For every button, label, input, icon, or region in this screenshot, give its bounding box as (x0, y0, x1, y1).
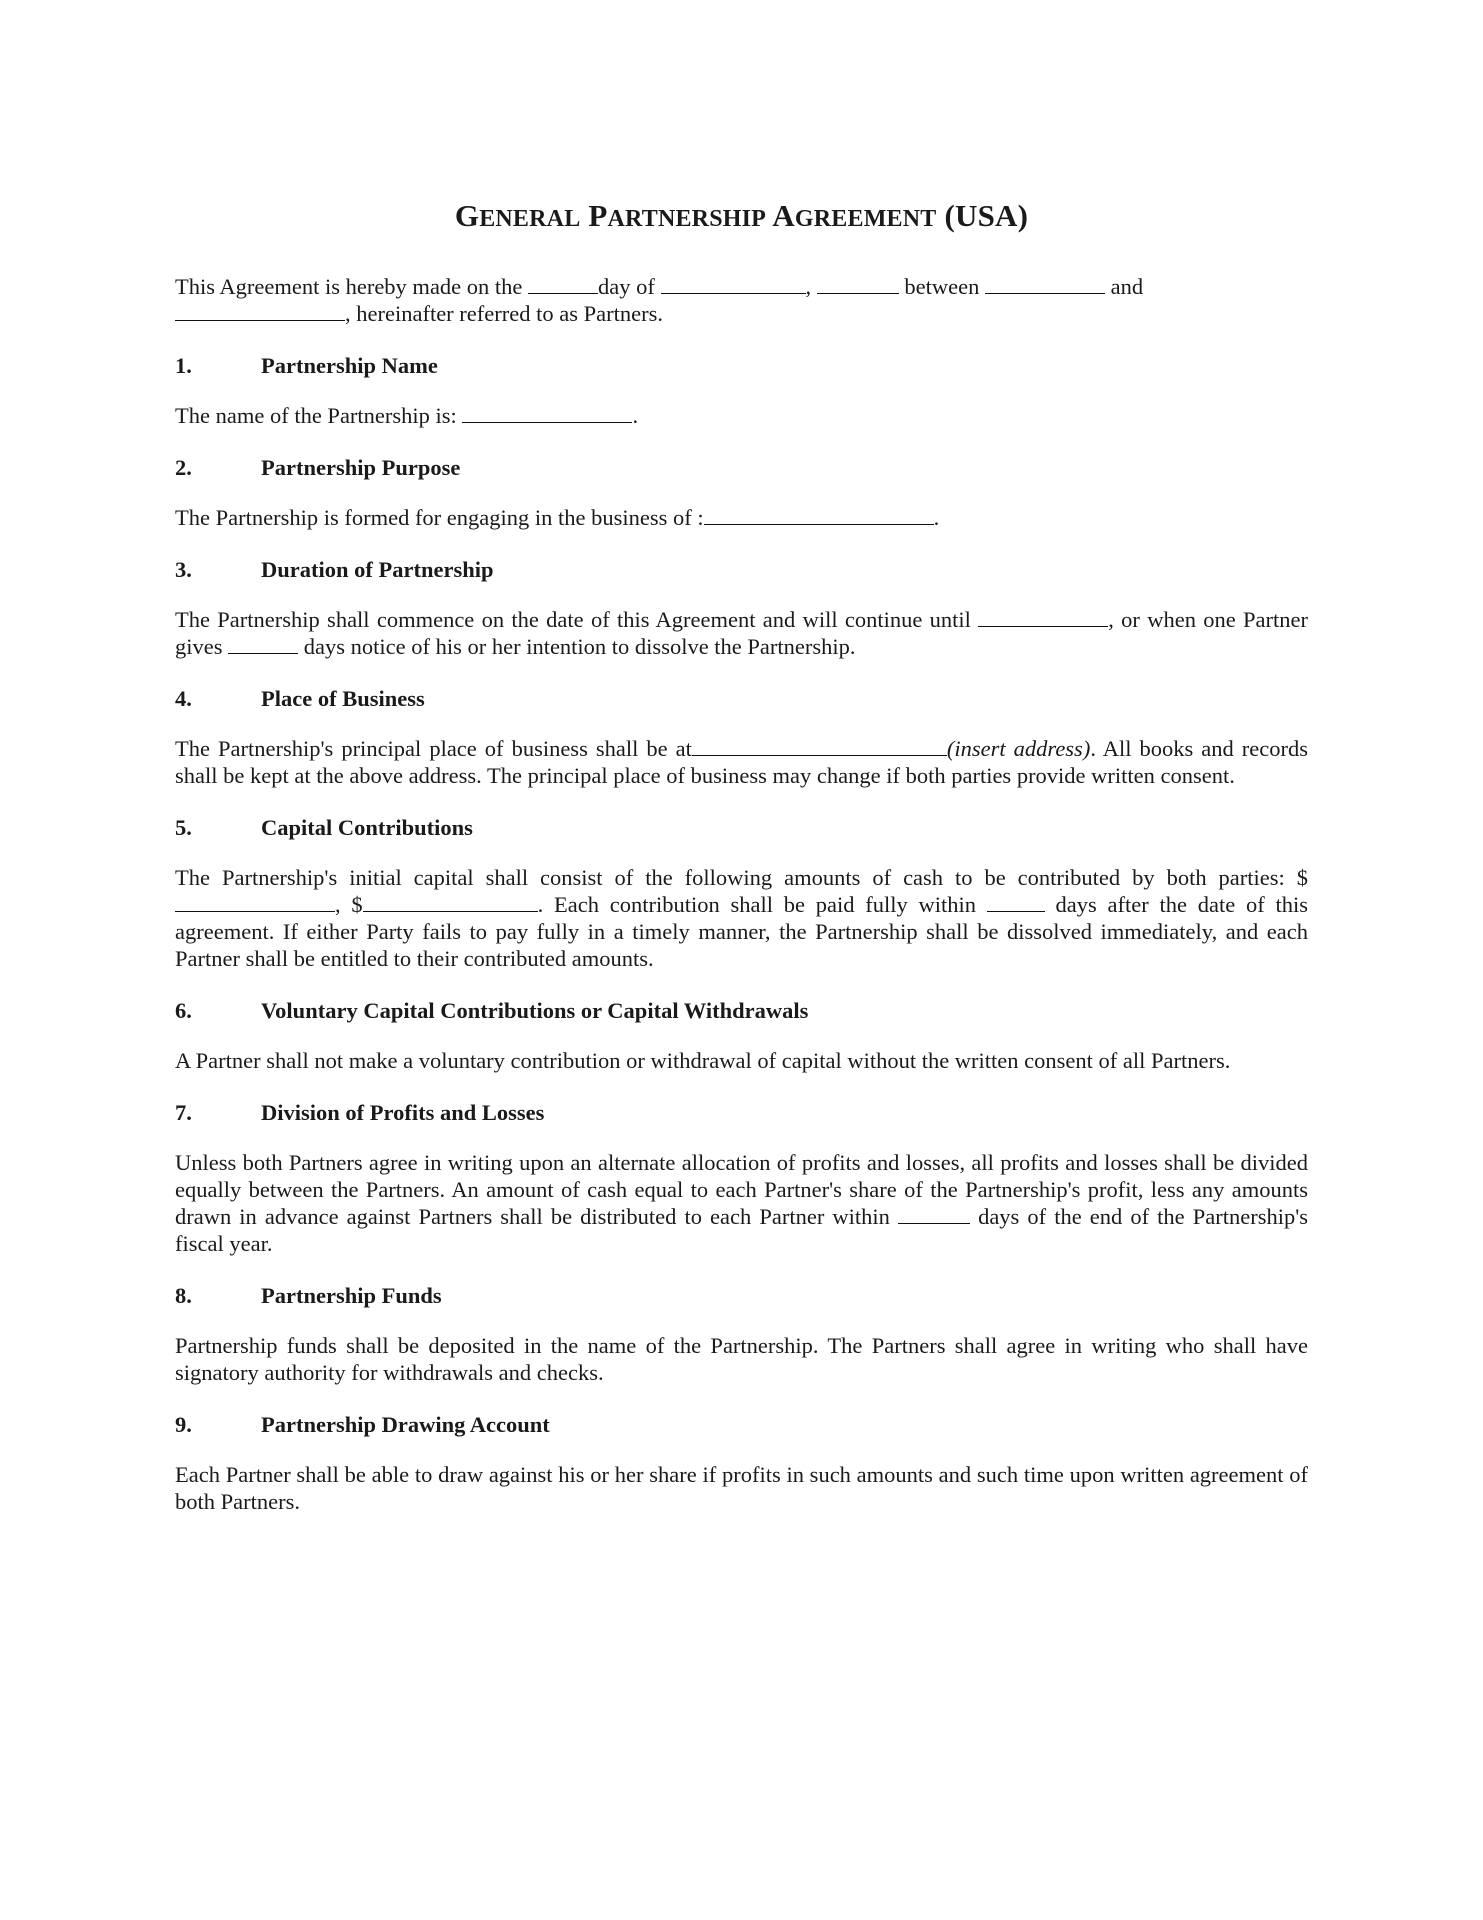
body-text: A Partner shall not make a voluntary contribution or withdrawal of capital without the written consent of all Partners. (175, 1048, 1231, 1073)
section-number: 5. (175, 815, 192, 840)
body-text: . All books and records shall be kept at the above address. The principal place of business may change if both parties provide written consent. (175, 736, 1309, 788)
section-title: Partnership Purpose (261, 455, 461, 480)
section-number: 2. (175, 455, 192, 480)
body-text: The Partnership shall commence on the date of this Agreement and will continue until (175, 607, 971, 632)
document-title (175, 198, 1308, 237)
section-title: Partnership Drawing Account (261, 1412, 550, 1437)
body-text: days notice of his or her intention to dissolve the Partnership. (303, 634, 856, 659)
body-text: days of the end of the Partnership's fiscal year. (175, 1204, 1309, 1256)
body-text: days after the date of this agreement. If either Party fails to pay fully in a timely manner, the Partnership shall be dissolved immediately, and each Partner shall be entitled to their contributed amounts. (175, 892, 1309, 971)
distribution-days-blank[interactable] (898, 1203, 970, 1224)
intro-paragraph (175, 273, 1308, 327)
partner-2-blank[interactable] (175, 300, 345, 321)
section-title: Place of Business (261, 686, 425, 711)
section-title: Partnership Funds (261, 1283, 442, 1308)
title-suffix: (USA) (944, 198, 1029, 233)
intro-text: This Agreement is hereby made on the (175, 274, 523, 299)
body-text: Unless both Partners agree in writing upon an alternate allocation of profits and losses, all profits and losses shall be divided equally between the Partners. An amount of cash equal to each Partner's share of the Partnership's profit, less any amounts drawn in advance against Partners shall be distributed to each Partner within (175, 1150, 1308, 1229)
title-word-1-rest: ENERAL (479, 206, 581, 232)
notice-days-blank[interactable] (228, 633, 298, 654)
section-title: Voluntary Capital Contributions or Capital Withdrawals (261, 998, 809, 1023)
section-6-heading (175, 997, 1308, 1024)
body-text: , $ (335, 892, 363, 917)
business-purpose-blank[interactable] (704, 504, 934, 525)
title-word-2-rest: ARTNERSHIP (607, 206, 767, 232)
contribution-2-blank[interactable] (363, 891, 538, 912)
section-title: Division of Profits and Losses (261, 1100, 545, 1125)
payment-days-blank[interactable] (987, 891, 1045, 912)
body-text: The name of the Partnership is: (175, 403, 457, 428)
intro-text: , hereinafter referred to as Partners. (345, 301, 663, 326)
partnership-name-blank[interactable] (462, 402, 632, 423)
section-7-heading (175, 1099, 1308, 1126)
intro-text: , (805, 274, 812, 299)
section-8-heading (175, 1282, 1308, 1309)
section-number: 9. (175, 1412, 192, 1437)
section-number: 7. (175, 1100, 192, 1125)
body-text: , or (1108, 607, 1140, 632)
intro-text: day of (598, 274, 655, 299)
partner-1-blank[interactable] (985, 273, 1105, 294)
body-text: Partnership funds shall be deposited in the name of the Partnership. The Partners shall agree in writing who shall have signatory authority for withdrawals and checks. (175, 1333, 1308, 1385)
section-1-body (175, 402, 1308, 429)
section-9-body (175, 1461, 1308, 1515)
section-6-body (175, 1047, 1308, 1074)
day-blank[interactable] (528, 273, 598, 294)
section-9-heading (175, 1411, 1308, 1438)
section-8-body (175, 1332, 1308, 1386)
section-4-heading (175, 685, 1308, 712)
title-word-1-initial: G (454, 198, 480, 233)
month-blank[interactable] (661, 273, 806, 294)
body-text: when one Partner gives (175, 607, 1309, 659)
insert-address-hint: (insert address) (946, 736, 1091, 761)
body-text: Each Partner shall be able to draw against his or her share if profits in such amounts and such time upon written agreement of both Partners. (175, 1462, 1308, 1514)
intro-text: and (1110, 274, 1144, 299)
section-title: Duration of Partnership (261, 557, 494, 582)
section-2-body (175, 504, 1308, 531)
body-text: . (933, 505, 940, 530)
year-blank[interactable] (817, 273, 899, 294)
body-text: . (632, 403, 639, 428)
title-word-3-rest: GREEMENT (794, 206, 937, 232)
section-number: 1. (175, 353, 192, 378)
body-text: The Partnership is formed for engaging in the business of : (175, 505, 704, 530)
contribution-1-blank[interactable] (175, 891, 335, 912)
section-number: 8. (175, 1283, 192, 1308)
section-2-heading (175, 454, 1308, 481)
section-3-heading (175, 556, 1308, 583)
section-1-heading (175, 352, 1308, 379)
section-title: Partnership Name (261, 353, 438, 378)
end-date-blank[interactable] (978, 606, 1108, 627)
intro-text: between (904, 274, 980, 299)
section-number: 6. (175, 998, 192, 1023)
body-text: The Partnership's initial capital shall consist of the following amounts of cash to be contributed by both parties: $ (175, 865, 1308, 890)
title-word-2-initial: P (588, 198, 608, 233)
section-3-body (175, 606, 1308, 660)
section-title: Capital Contributions (261, 815, 473, 840)
section-number: 4. (175, 686, 192, 711)
section-4-body (175, 735, 1308, 789)
body-text: The Partnership's principal place of business shall be at (175, 736, 692, 761)
section-5-body (175, 864, 1308, 972)
section-5-heading (175, 814, 1308, 841)
body-text: . Each contribution shall be paid fully within (537, 892, 977, 917)
section-number: 3. (175, 557, 192, 582)
title-word-3-initial: A (772, 198, 795, 233)
document-page (175, 198, 1308, 1540)
address-blank[interactable] (692, 735, 947, 756)
section-7-body (175, 1149, 1308, 1257)
